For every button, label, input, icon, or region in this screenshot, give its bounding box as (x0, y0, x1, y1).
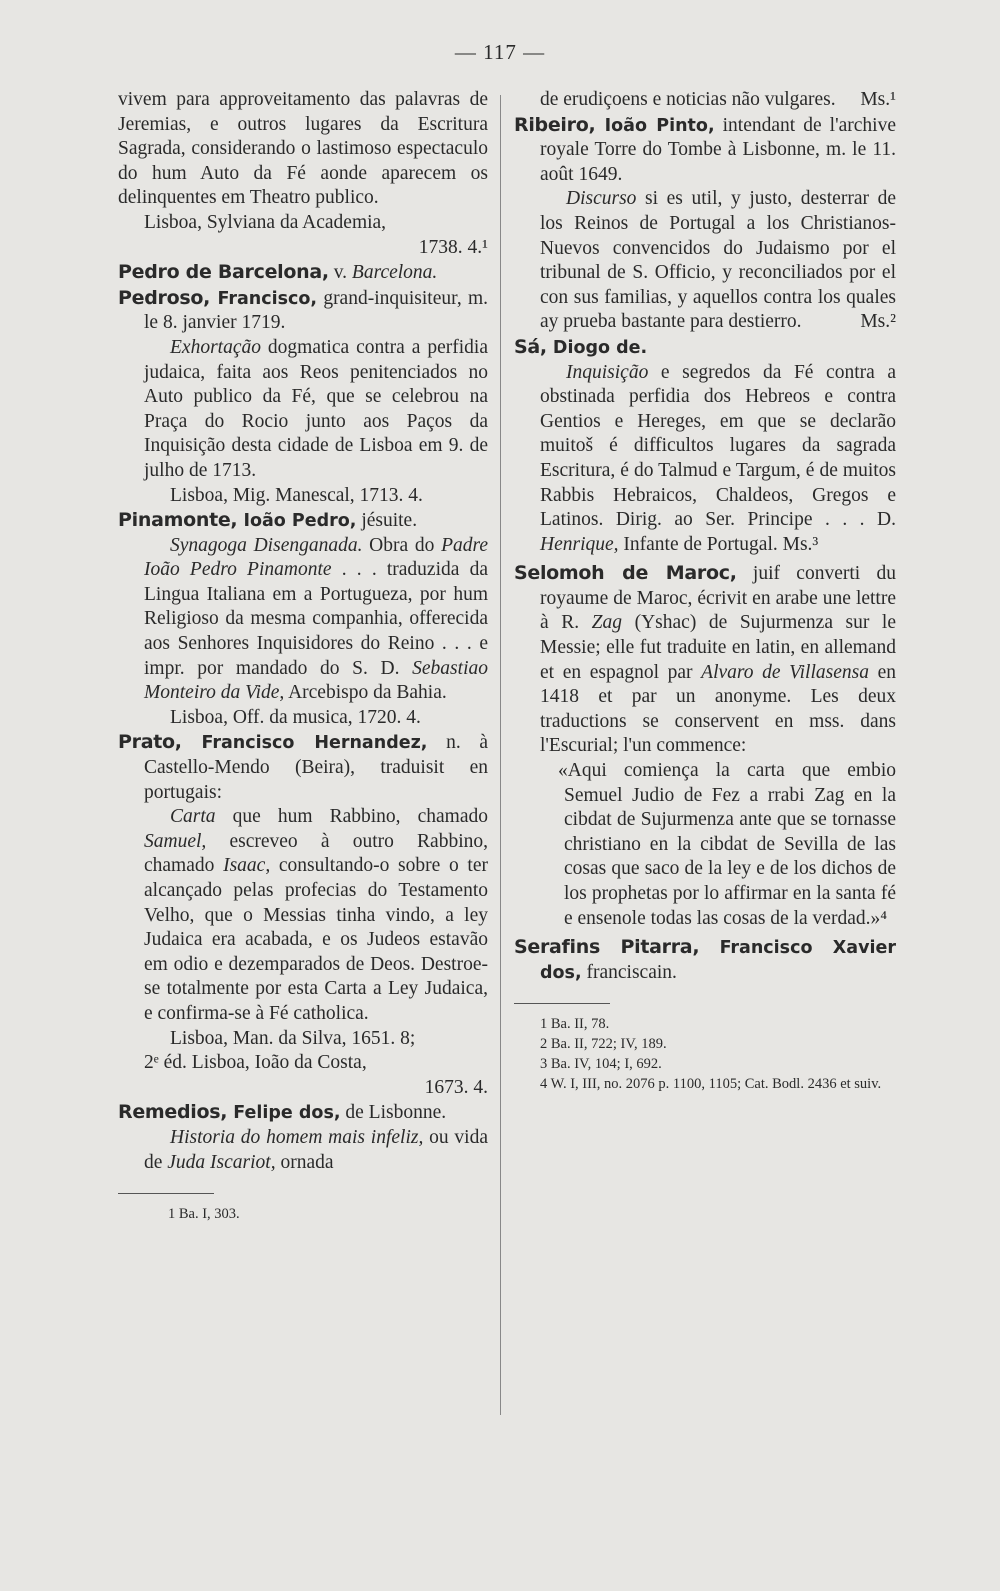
headword: Pinamonte, (118, 509, 238, 532)
headword: Ribeiro, (514, 113, 596, 136)
entry-serafins-pitarra: Serafins Pitarra, Francisco Xavier dos, franciscain. (514, 936, 897, 983)
entry-prato-work: Carta que hum Rabbino, chamado Samuel, escreveo à outro Rabbino, chamado Isaac, consultando-o sobre o ter alcançado pelas profecias do Testamento Velho, que o Messias tinha vindo, a ley Judaica era acabada, e os Judeos estavão em odio e dezemparados de Deos. Destroe-se totalmente por esta Carta a Ley Judaica, e confirma-se à Fé catholica. (144, 806, 488, 1024)
page-number: — 117 — (454, 40, 546, 64)
footnote-rule (118, 1193, 214, 1194)
work-title: Historia do homem mais infeliz, (170, 1126, 424, 1148)
cross-reference: Barcelona. (351, 262, 438, 284)
work-title: Exhortação (170, 336, 261, 358)
footnote-rule (514, 1003, 610, 1004)
imprint-year: 1673. 4. (424, 1076, 488, 1098)
headword: Selomoh de Maroc, (514, 562, 737, 585)
column-divider (500, 95, 501, 1415)
footnote: 1 Ba. II, 78. (540, 1016, 610, 1033)
entry-pinamonte-work: Synagoga Disenganada. Obra do Padre Ioão Pedro Pinamonte . . . traduzida da Lingua Italiana em a Portugueza, por hum Religioso da mesma companhia, offerecida aos Senhores Inquisidores do Reino . . . e impr. por mandado do S. D. Sebastiao Monteiro da Vide, Arcebispo da Bahia. (144, 534, 489, 704)
imprint: Lisboa, Mig. Manescal, 1713. 4. (170, 484, 423, 506)
headword: Pedroso, (118, 286, 211, 309)
work-title: Carta (170, 806, 216, 828)
entry-pinamonte: Pinamonte, Ioão Pedro, jésuite. (118, 509, 418, 532)
headword: Serafins Pitarra, (514, 936, 700, 959)
footnote: 1 Ba. I, 303. (168, 1206, 240, 1223)
entry-ribeiro: Ribeiro, Ioão Pinto, intendant de l'archive royale Torre do Tombe à Lisbonne, m. le 11. août 1649. (514, 113, 896, 185)
imprint: Lisboa, Sylviana da Academia, (144, 211, 387, 233)
imprint: Lisboa, Man. da Silva, 1651. 8; (170, 1027, 416, 1049)
work-title: Inquisição (566, 361, 649, 383)
entry-pedro-de-barcelona: Pedro de Barcelona, v. Barcelona. (118, 261, 438, 284)
headword: Pedro de Barcelona, (118, 261, 329, 284)
headword: Remedios, (118, 1101, 228, 1124)
entry-prato: Prato, Francisco Hernandez, n. à Castello-Mendo (Beira), traduisit en portugais: (118, 731, 488, 803)
right-column (514, 88, 896, 1094)
headword: Sá, (514, 335, 547, 358)
entry-remedios: Remedios, Felipe dos, de Lisbonne. (118, 1101, 447, 1124)
footnote: 3 Ba. IV, 104; I, 692. (540, 1056, 662, 1073)
footnote: 4 W. I, III, no. 2076 p. 1100, 1105; Cat. Bodl. 2436 et suiv. (540, 1076, 882, 1093)
entry-sa-work: Inquisição e segredos da Fé contra a obstinada perfidia dos Hebreos e contra Gentios e Hereges, em que se declarão muitoš é difficultos lugares da sagrada Escritura, é do Talmud e Targum, é de muitos Rabbis Hebraicos, Chaldeos, Gregos e Latinos. Dirig. ao Ser. Principe . . . D. Henrique, Infante de Portugal. Ms.³ (540, 361, 896, 555)
entry-selomoh: Selomoh de Maroc, juif converti du royaume de Maroc, écrivit en arabe une lettre à R. Zag (Yshac) de Sujurmenza sur le Messie; elle fut traduite en latin, en allemand et en espagnol par Alvaro de Villasensa en 1418 et par un anonyme. Les deux traductions se conservent en mss. dans l'Escurial; l'un commence: (514, 562, 897, 757)
imprint: Lisboa, Off. da musica, 1720. 4. (170, 706, 421, 728)
left-column (118, 88, 488, 1224)
entry-remedios-work: Historia do homem mais infeliz, ou vida de Juda Iscariot, ornada (144, 1126, 488, 1173)
imprint: 2ᵉ éd. Lisboa, Ioão da Costa, (144, 1052, 367, 1074)
entry-pedroso-work: Exhortação dogmatica contra a perfidia judaica, faita aos Reos penitenciados no Auto publico da Fé, que se celebrou na Praça do Rocio junto aos Paços da Inquisição desta cidade de Lisboa em 9. de julho de 1713. (144, 336, 488, 481)
continued-paragraph: de erudiçoens e noticias não vulgares. Ms.¹ (540, 89, 896, 110)
headword: Prato, (118, 731, 182, 754)
quotation: «Aqui comiença la carta que embio Semuel Judio de Fez a rrabi Zag en la cibdat de Sujurmenza ante que se tornasse christiano en la cibdat de Sevilla de las cosas que saco de la ley e de los dichos de los prophetas por lo affirmar en la santa fé e ensenole todas las cosas de la verdad.»⁴ (558, 760, 896, 929)
entry-sa: Sá, Diogo de. (514, 335, 648, 358)
work-title: Synagoga Disenganada. (170, 534, 363, 556)
continued-paragraph: vivem para approveitamento das palavras de Jeremias, e outros lugares da Escritura Sagrada, considerando o lastimoso espectaculo do hum Auto da Fé aonde aparecem os delinquentes em Theatro publico. (118, 89, 488, 209)
work-title: Discurso (566, 188, 637, 210)
imprint-year: 1738. 4.¹ (418, 236, 488, 258)
footnote: 2 Ba. II, 722; IV, 189. (540, 1036, 667, 1053)
entry-ribeiro-work: Discurso si es util, y justo, desterrar de los Reinos de Portugal a los Christianos-Nuevos convencidos do Judaismo por el tribunal de S. Officio, y reconciliados por el con sus familias, y aquellos contra los quales ay prueba bastante para destierro. Ms.² (540, 188, 896, 333)
entry-pedroso: Pedroso, Francisco, grand-inquisiteur, m. le 8. janvier 1719. (118, 286, 488, 334)
